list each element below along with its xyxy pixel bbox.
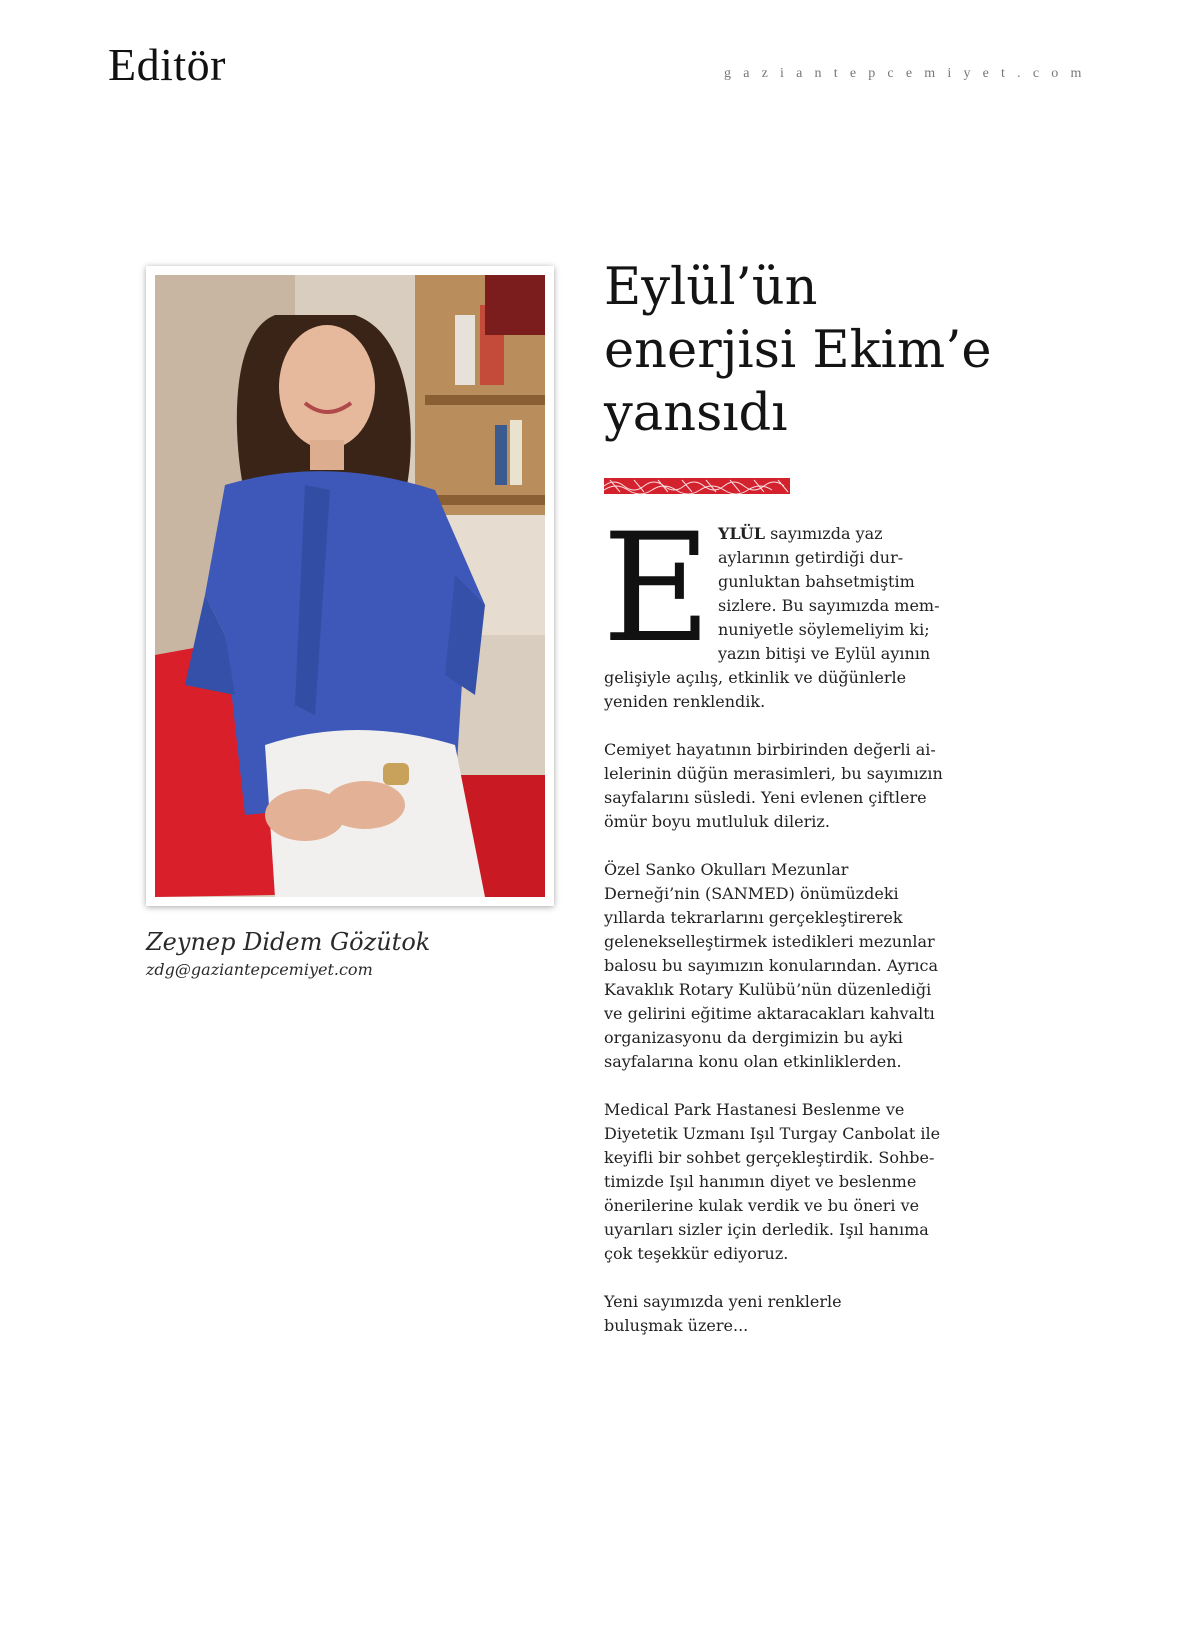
author-name: Zeynep Didem Gözütok (146, 928, 431, 956)
paragraph-line: gelenekselleştirmek istedikleri mezunlar (604, 932, 935, 951)
paragraph-line: buluşmak üzere... (604, 1316, 749, 1335)
paragraph-line: Özel Sanko Okulları Mezunlar (604, 860, 849, 879)
author-photo-frame (146, 266, 554, 906)
lead-paragraph (718, 522, 948, 666)
paragraph-line: sayfalarına konu olan etkinliklerden. (604, 1052, 902, 1071)
headline-line: yansıdı (604, 384, 788, 443)
lead-rest-line: yeniden renklendik. (604, 692, 766, 711)
lead-line: yazın bitişi ve Eylül ayının (718, 644, 931, 663)
headline-line: Eylül’ün (604, 258, 818, 317)
drop-cap: E (602, 502, 712, 676)
paragraph-line: Yeni sayımızda yeni renklerle (604, 1292, 842, 1311)
article-headline (604, 256, 1024, 445)
paragraph-line: organizasyonu da dergimizin bu ayki (604, 1028, 903, 1047)
paragraph-weddings (604, 738, 943, 834)
paragraph-line: ömür boyu mutluluk dileriz. (604, 812, 830, 831)
paragraph-closing (604, 1290, 934, 1338)
paragraph-line: timizde Işıl hanımın diyet ve beslenme (604, 1172, 917, 1191)
paragraph-line: uyarıları sizler için derledik. Işıl hanıma (604, 1220, 929, 1239)
paragraph-line: ve gelirini eğitime aktaracakları kahvaltı (604, 1004, 935, 1023)
lead-line: sizlere. Bu sayımızda mem- (718, 596, 940, 615)
author-photo (155, 275, 545, 897)
paragraph-line: Diyetetik Uzmanı Işıl Turgay Canbolat ile (604, 1124, 941, 1143)
paragraph-line: keyifli bir sohbet gerçekleştirdik. Sohbe- (604, 1148, 935, 1167)
lead-paragraph-continued (604, 666, 934, 714)
paragraph-interview (604, 1098, 941, 1266)
paragraph-line: Cemiyet hayatının birbirinden değerli ai- (604, 740, 936, 759)
lead-line: aylarının getirdiği dur- (718, 548, 904, 567)
lead-line: gunluktan bahsetmiştim (718, 572, 915, 591)
paragraph-line: Kavaklık Rotary Kulübü’nün düzenlediği (604, 980, 932, 999)
paragraph-line: yıllarda tekrarlarını gerçekleştirerek (604, 908, 903, 927)
paragraph-line: Medical Park Hastanesi Beslenme ve (604, 1100, 905, 1119)
lead-rest-line: gelişiyle açılış, etkinlik ve düğünlerle (604, 668, 907, 687)
section-title: Editör (108, 39, 226, 90)
headline-line: enerjisi Ekim’e (604, 321, 992, 380)
paragraph-line: lelerinin düğün merasimleri, bu sayımızın (604, 764, 943, 783)
paragraph-line: çok teşekkür ediyoruz. (604, 1244, 789, 1263)
paragraph-line: önerilerine kulak verdik ve bu öneri ve (604, 1196, 920, 1215)
site-url[interactable]: gaziantepcemiyet.com (724, 66, 1094, 81)
lead-line: nuniyetle söylemeliyim ki; (718, 620, 930, 639)
paragraph-events (604, 858, 939, 1074)
author-email[interactable]: zdg@gaziantepcemiyet.com (146, 960, 373, 979)
lead-line: sayımızda yaz (765, 524, 883, 543)
paragraph-line: sayfalarını süsledi. Yeni evlenen çiftlere (604, 788, 927, 807)
paragraph-line: balosu bu sayımızın konularından. Ayrıca (604, 956, 939, 975)
decorative-ornament-bar (604, 478, 790, 494)
paragraph-line: Derneği’nin (SANMED) önümüzdeki (604, 884, 899, 903)
lead-bold-word: YLÜL (718, 524, 765, 543)
